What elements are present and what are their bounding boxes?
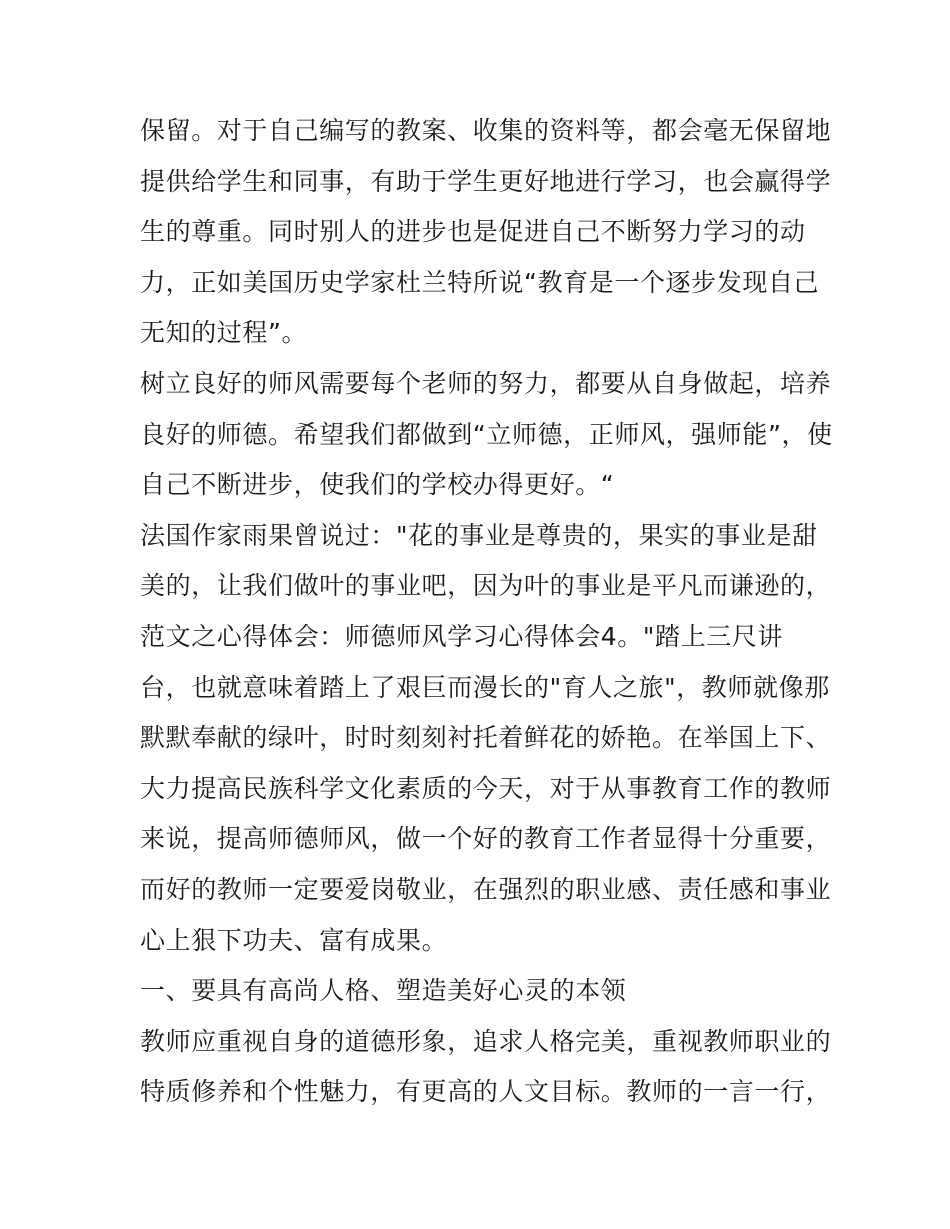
text-line: 特质修养和个性魅力，有更高的人文目标。教师的一言一行， xyxy=(140,1077,832,1107)
text-line: 而好的教师一定要爱岗敬业，在强烈的职业感、责任感和事业 xyxy=(140,874,832,904)
text-line: 范文之心得体会：师德师风学习心得体会4。"踏上三尺讲 xyxy=(140,621,784,651)
text-line: 树立良好的师风需要每个老师的努力，都要从自身做起，培养 xyxy=(140,368,832,398)
text-line: 心上狠下功夫、富有成果。 xyxy=(140,925,448,955)
text-line: 大力提高民族科学文化素质的今天，对于从事教育工作的教师 xyxy=(140,773,832,803)
text-line: 无知的过程”。 xyxy=(140,318,308,348)
text-line: 来说，提高师德师风，做一个好的教育工作者显得十分重要， xyxy=(140,824,832,854)
text-line: 教师应重视自身的道德形象，追求人格完美，重视教师职业的 xyxy=(140,1026,832,1056)
text-line: 保留。对于自己编写的教案、收集的资料等，都会毫无保留地 xyxy=(140,116,832,145)
body-text xyxy=(140,106,833,1118)
text-line: 自己不断进步，使我们的学校办得更好。“ xyxy=(140,470,615,500)
text-line: 台，也就意味着踏上了艰巨而漫长的"育人之旅"，教师就像那 xyxy=(140,672,830,702)
text-line: 默默奉献的绿叶，时时刻刻衬托着鲜花的娇艳。在举国上下、 xyxy=(140,723,832,753)
section-heading: 一、要具有高尚人格、塑造美好心灵的本领 xyxy=(140,976,627,1006)
text-line: 力，正如美国历史学家杜兰特所说“教育是一个逐步发现自己 xyxy=(140,267,820,297)
text-line: 美的，让我们做叶的事业吧，因为叶的事业是平凡而谦逊的， xyxy=(140,571,832,601)
text-line: 提供给学生和同事，有助于学生更好地进行学习，也会赢得学 xyxy=(140,166,832,196)
text-line: 法国作家雨果曾说过："花的事业是尊贵的，果实的事业是甜 xyxy=(140,520,818,550)
text-line: 生的尊重。同时别人的进步也是促进自己不断努力学习的动 xyxy=(140,217,806,247)
text-line: 良好的师德。希望我们都做到“立师德，正师风，强师能”，使 xyxy=(140,419,833,449)
